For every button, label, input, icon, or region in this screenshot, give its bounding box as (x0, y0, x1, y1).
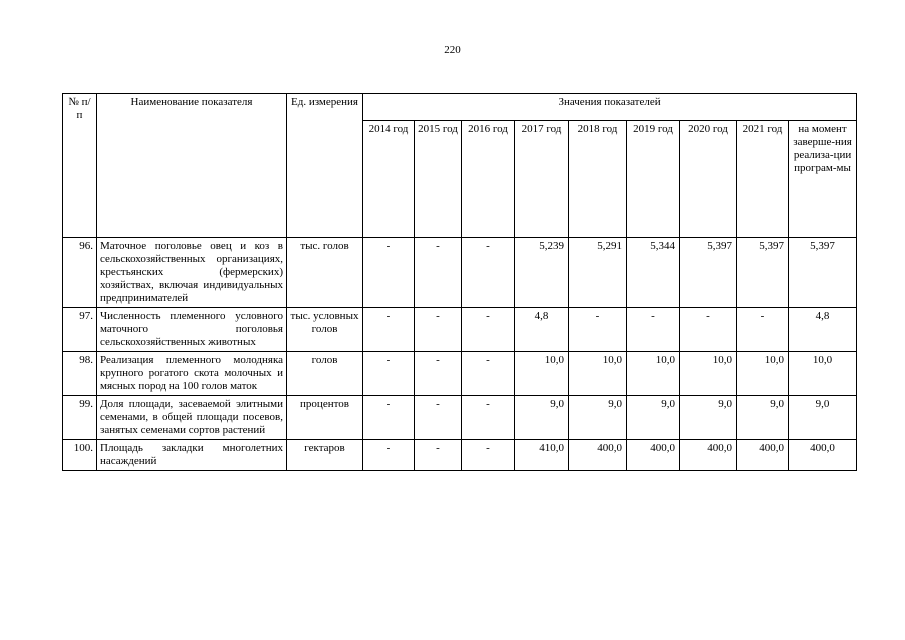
row-num: 100. (63, 440, 97, 471)
row-value: - (462, 238, 515, 308)
row-value: 10,0 (515, 352, 569, 396)
row-value: 400,0 (737, 440, 789, 471)
row-value: 10,0 (569, 352, 627, 396)
row-num: 98. (63, 352, 97, 396)
header-values-group: Значения показателей (363, 94, 857, 121)
header-year: 2021 год (737, 121, 789, 238)
row-value: 9,0 (515, 396, 569, 440)
row-value: 9,0 (569, 396, 627, 440)
header-completion: на момент заверше-ния реализа-ции програм-мы (789, 121, 857, 238)
row-value: - (627, 308, 680, 352)
row-value: 5,397 (737, 238, 789, 308)
row-value: 5,397 (680, 238, 737, 308)
row-name: Маточное поголовье овец и коз в сельскохозяйственных организациях, крестьянских (фермерских) хозяйствах, включая индивидуальных предпринимателей (97, 238, 287, 308)
row-value: 9,0 (627, 396, 680, 440)
header-year: 2014 год (363, 121, 415, 238)
header-num: № п/п (63, 94, 97, 238)
row-value: 10,0 (789, 352, 857, 396)
row-value: 10,0 (627, 352, 680, 396)
row-unit: гектаров (287, 440, 363, 471)
row-value: - (462, 352, 515, 396)
header-row (63, 94, 857, 121)
row-value: 9,0 (737, 396, 789, 440)
row-value: - (680, 308, 737, 352)
row-value: 4,8 (515, 308, 569, 352)
row-value: - (363, 396, 415, 440)
header-year: 2016 год (462, 121, 515, 238)
table-row (63, 308, 857, 352)
row-num: 97. (63, 308, 97, 352)
row-value: 5,397 (789, 238, 857, 308)
row-name: Доля площади, засеваемой элитными семенами, в общей площади посевов, занятых семенами сортов растений (97, 396, 287, 440)
row-value: 400,0 (680, 440, 737, 471)
row-value: - (737, 308, 789, 352)
row-value: - (415, 238, 462, 308)
header-unit: Ед. измерения (287, 94, 363, 238)
row-num: 96. (63, 238, 97, 308)
table-row (63, 440, 857, 471)
row-value: - (363, 440, 415, 471)
row-value: 9,0 (789, 396, 857, 440)
table-row (63, 352, 857, 396)
header-year: 2015 год (415, 121, 462, 238)
table-row (63, 396, 857, 440)
row-name: Реализация племенного молодняка крупного рогатого скота молочных и мясных пород на 100 голов маток (97, 352, 287, 396)
row-value: - (462, 308, 515, 352)
row-value: 400,0 (569, 440, 627, 471)
row-value: - (363, 352, 415, 396)
row-value: 410,0 (515, 440, 569, 471)
row-value: 9,0 (680, 396, 737, 440)
header-year: 2020 год (680, 121, 737, 238)
row-value: - (415, 440, 462, 471)
row-value: - (363, 238, 415, 308)
row-value: - (462, 396, 515, 440)
page-number: 220 (444, 44, 461, 56)
row-name: Площадь закладки многолетних насаждений (97, 440, 287, 471)
row-value: - (415, 308, 462, 352)
row-value: - (415, 352, 462, 396)
row-value: 10,0 (737, 352, 789, 396)
row-value: 10,0 (680, 352, 737, 396)
row-value: - (462, 440, 515, 471)
row-value: 5,291 (569, 238, 627, 308)
row-unit: процентов (287, 396, 363, 440)
header-year: 2018 год (569, 121, 627, 238)
row-value: 400,0 (627, 440, 680, 471)
row-value: 5,344 (627, 238, 680, 308)
row-unit: тыс. условных голов (287, 308, 363, 352)
row-value: 400,0 (789, 440, 857, 471)
header-year: 2019 год (627, 121, 680, 238)
row-value: - (569, 308, 627, 352)
row-name: Численность племенного условного маточного поголовья сельскохозяйственных животных (97, 308, 287, 352)
row-unit: тыс. голов (287, 238, 363, 308)
row-value: - (415, 396, 462, 440)
row-num: 99. (63, 396, 97, 440)
row-value: - (363, 308, 415, 352)
row-value: 5,239 (515, 238, 569, 308)
indicators-table (62, 93, 857, 471)
table-row (63, 238, 857, 308)
header-year: 2017 год (515, 121, 569, 238)
row-value: 4,8 (789, 308, 857, 352)
row-unit: голов (287, 352, 363, 396)
header-name: Наименование показателя (97, 94, 287, 238)
